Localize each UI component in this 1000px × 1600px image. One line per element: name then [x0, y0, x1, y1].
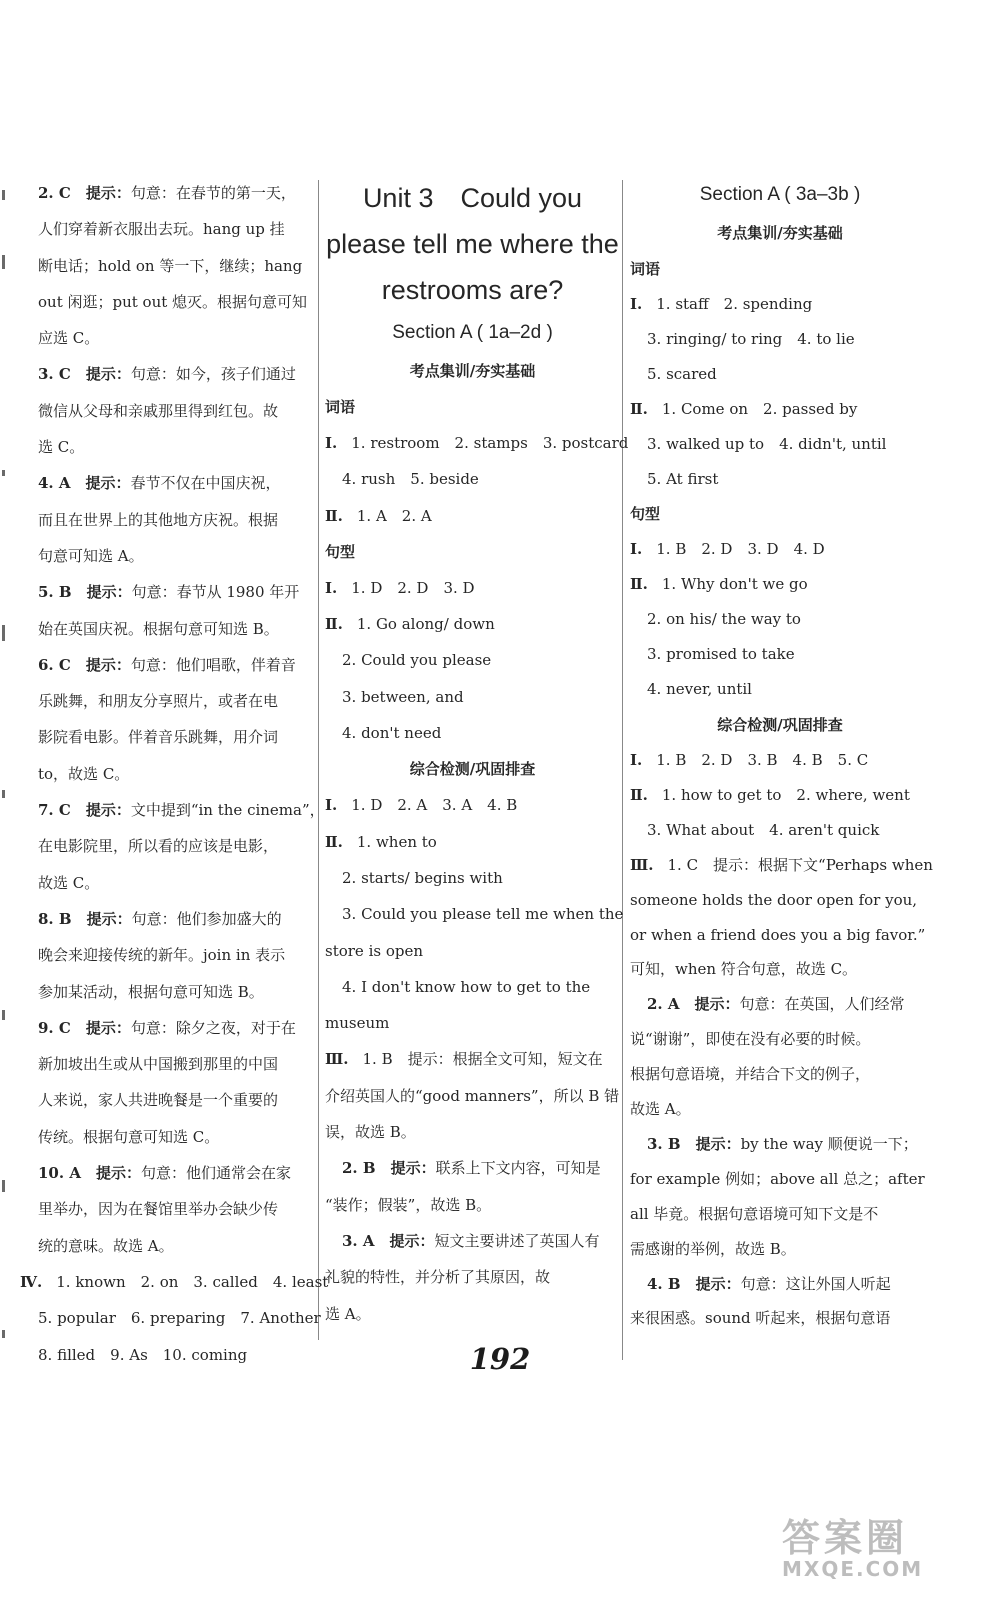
- answer-line: 3. Could you please tell me when the: [342, 905, 624, 924]
- answer-line: 8. filled 9. As 10. coming: [38, 1345, 248, 1364]
- unit-title: restrooms are?: [381, 275, 564, 305]
- answer-column-3: [630, 175, 933, 1336]
- hint-text: 句意：如今，孩子们通过: [130, 365, 296, 384]
- answer-text: 1. C 提示：根据下文“Perhaps when: [667, 855, 933, 874]
- answer-line: 新加坡出生或从中国搬到那里的中国: [38, 1055, 279, 1074]
- answer-text: 1. B 2. D 3. D 4. D: [656, 540, 825, 559]
- answer-line: 里举办，因为在餐馆里举办会缺少传: [38, 1200, 279, 1219]
- answer-row: [630, 532, 930, 567]
- answer-line: 人来说，家人共进晚餐是一个重要的: [38, 1091, 279, 1110]
- answer-key: 2. B: [342, 1159, 391, 1178]
- answer-text: 1. B 提示：根据全文可知，短文在: [362, 1050, 603, 1069]
- sub-heading: 综合检测/巩固排查: [409, 760, 536, 779]
- answer-line: [38, 901, 310, 937]
- section-label: Ⅲ.: [630, 855, 654, 874]
- answer-line: [38, 356, 310, 392]
- answer-row: [325, 787, 620, 823]
- answer-key: 4. A: [38, 474, 86, 493]
- section-label: Ⅱ.: [630, 785, 648, 804]
- answer-line: 介绍英国人的“good manners”，所以 B 错: [325, 1086, 620, 1105]
- watermark-text-en: MXQE.COM: [782, 1557, 924, 1581]
- hint-text: by the way 顺便说一下；: [740, 1134, 918, 1153]
- answer-line: someone holds the door open for you,: [630, 890, 918, 909]
- category-heading: 句型: [630, 505, 661, 524]
- answer-text: 1. D 2. A 3. A 4. B: [351, 796, 518, 815]
- section-label: Ⅲ.: [325, 1050, 349, 1069]
- hint-marker: 提示：: [95, 1164, 141, 1183]
- unit-title: Unit 3 Could you: [362, 183, 583, 213]
- answer-row: [630, 848, 933, 883]
- answer-line: [630, 1127, 930, 1162]
- answer-line: to，故选 C。: [38, 764, 130, 783]
- answer-key: 4. B: [647, 1274, 696, 1293]
- answer-line: all 毕竟。根据句意语境可知下文是不: [630, 1204, 879, 1223]
- answer-line: 选 A。: [325, 1304, 371, 1323]
- answer-row: [630, 287, 930, 322]
- answer-line: [38, 175, 310, 211]
- answer-line: museum: [325, 1014, 390, 1033]
- answer-key: 2. C: [38, 184, 86, 202]
- answer-line: [38, 574, 310, 610]
- answer-line: 统的意味。故选 A。: [38, 1236, 174, 1255]
- answer-line: 需感谢的举例，故选 B。: [630, 1239, 796, 1258]
- hint-marker: 提示：: [390, 1159, 436, 1178]
- answer-line: 说“谢谢”，即使在没有必要的时候。: [630, 1030, 871, 1049]
- answer-line: 故选 A。: [630, 1100, 691, 1119]
- answer-line: [630, 987, 930, 1022]
- answer-line: 4. don't need: [342, 724, 442, 743]
- section-label: Ⅰ.: [325, 796, 338, 815]
- watermark-text-cn: 答案圈: [782, 1516, 909, 1560]
- section-label: Ⅰ.: [630, 750, 643, 769]
- section-label: Ⅱ.: [325, 506, 343, 525]
- answer-line: 3. promised to take: [647, 645, 795, 664]
- answer-text: 1. staff 2. spending: [656, 295, 813, 313]
- answer-line: [325, 1150, 620, 1186]
- answer-text: 1. restroom 2. stamps 3. postcard: [351, 434, 629, 452]
- answer-line: store is open: [325, 941, 424, 960]
- hint-text: 短文主要讲述了英国人有: [434, 1231, 600, 1250]
- answer-line: 2. Could you please: [342, 651, 492, 670]
- answer-line: 误，故选 B。: [325, 1123, 416, 1142]
- answer-line: 始在英国庆祝。根据句意可知选 B。: [38, 619, 279, 638]
- answer-line: 人们穿着新衣服出去玩。hang up 挂: [38, 220, 285, 239]
- section-label: Ⅳ.: [20, 1272, 43, 1291]
- answer-key: 3. C: [38, 365, 86, 384]
- hint-text: 文中提到“in the cinema”，: [130, 801, 325, 820]
- hint-text: 联系上下文内容，可知是: [435, 1159, 601, 1178]
- answer-line: or when a friend does you a big favor.”: [630, 925, 926, 944]
- answer-text: 1. known 2. on 3. called 4. least: [56, 1272, 329, 1291]
- answer-line: 5. At first: [647, 469, 719, 488]
- column-divider-left: [318, 180, 319, 1340]
- sub-heading: 综合检测/巩固排查: [717, 715, 843, 734]
- answer-row: [325, 606, 620, 642]
- hint-marker: 提示：: [85, 474, 131, 493]
- hint-marker: 提示：: [695, 1274, 741, 1293]
- answer-text: 1. Come on 2. passed by: [661, 399, 858, 418]
- section-title: Section A ( 3a–3b ): [699, 184, 861, 205]
- category-heading: 句型: [325, 542, 356, 561]
- section-label: Ⅱ.: [630, 575, 648, 594]
- answer-line: 句意可知选 A。: [38, 546, 144, 565]
- section-label: Ⅱ.: [630, 399, 648, 418]
- unit-title: please tell me where the: [326, 229, 619, 259]
- answer-line: 2. starts/ begins with: [342, 868, 503, 887]
- answer-line: [630, 1267, 930, 1302]
- hint-text: 句意：除夕之夜，对于在: [130, 1018, 296, 1037]
- page-number: 192: [469, 1342, 531, 1376]
- answer-line: [38, 1010, 310, 1046]
- watermark-logo: [782, 1516, 972, 1581]
- answer-line: 4. I don't know how to get to the: [342, 977, 591, 996]
- answer-text: 1. when to: [356, 832, 437, 851]
- answer-line: 2. on his/ the way to: [647, 610, 801, 629]
- answer-line: [325, 1223, 620, 1259]
- hint-marker: 提示：: [694, 995, 740, 1014]
- answer-line: 在电影院里，所以看的应该是电影，: [38, 837, 279, 856]
- hint-marker: 提示：: [86, 909, 132, 928]
- section-label: Ⅰ.: [325, 434, 338, 452]
- hint-text: 句意：春节从 1980 年开: [131, 583, 300, 602]
- column-divider-right: [622, 180, 623, 1360]
- answer-line: 4. rush 5. beside: [342, 470, 479, 489]
- answer-text: 1. Go along/ down: [356, 615, 495, 634]
- answer-line: 5. scared: [647, 364, 717, 383]
- section-iv-row: [20, 1264, 329, 1300]
- answer-line: 3. ringing/ to ring 4. to lie: [647, 329, 855, 348]
- answer-line: 来很困惑。sound 听起来，根据句意语: [630, 1309, 891, 1328]
- answer-text: 1. how to get to 2. where, went: [661, 785, 910, 804]
- answer-key: 7. C: [38, 801, 86, 820]
- hint-marker: 提示：: [86, 583, 132, 602]
- answer-row: [325, 498, 620, 534]
- hint-text: 句意：他们唱歌，伴着音: [130, 655, 296, 674]
- answer-text: 1. A 2. A: [356, 506, 432, 525]
- hint-marker: 提示：: [85, 184, 131, 202]
- answer-row: [325, 425, 629, 461]
- answer-row: [325, 1041, 620, 1077]
- answer-line: 影院看电影。伴着音乐跳舞，用介词: [38, 728, 279, 747]
- hint-marker: 提示：: [85, 655, 131, 674]
- section-label: Ⅰ.: [630, 295, 643, 313]
- answer-row: [325, 824, 620, 860]
- answer-line: 断电话；hold on 等一下，继续；hang: [38, 256, 303, 275]
- answer-row: [325, 570, 620, 606]
- hint-text: 句意：他们参加盛大的: [131, 909, 282, 928]
- answer-column-2: [325, 175, 629, 1332]
- answer-line: out 闲逛；put out 熄灭。根据句意可知: [38, 292, 308, 311]
- hint-marker: 提示：: [389, 1231, 435, 1250]
- answer-line: [38, 792, 325, 828]
- hint-text: 句意：这让外国人听起: [740, 1274, 891, 1293]
- section-label: Ⅰ.: [325, 578, 338, 597]
- answer-text: 1. B 2. D 3. B 4. B 5. C: [656, 750, 869, 769]
- answer-key: 9. C: [38, 1018, 86, 1037]
- answer-row: [630, 392, 930, 427]
- answer-line: 5. popular 6. preparing 7. Another: [38, 1309, 321, 1328]
- section-title: Section A ( 1a–2d ): [392, 322, 553, 343]
- page-edge-marks: [0, 170, 10, 1370]
- answer-line: 可知，when 符合句意，故选 C。: [630, 960, 858, 979]
- answer-key: 3. A: [342, 1231, 390, 1250]
- answer-row: [630, 743, 930, 778]
- section-label: Ⅱ.: [325, 615, 343, 634]
- answer-line: 故选 C。: [38, 873, 100, 892]
- hint-text: 句意：他们通常会在家: [140, 1164, 291, 1183]
- section-label: Ⅱ.: [325, 832, 343, 851]
- answer-line: 应选 C。: [38, 329, 100, 348]
- hint-text: 句意：在英国，人们经常: [739, 995, 905, 1014]
- hint-marker: 提示：: [695, 1134, 741, 1153]
- sub-heading: 考点集训/夯实基础: [717, 224, 843, 242]
- answer-line: for example 例如；above all 总之；after: [630, 1169, 925, 1188]
- answer-line: [38, 1155, 310, 1191]
- answer-line: 3. What about 4. aren't quick: [647, 820, 880, 839]
- answer-row: [630, 567, 930, 602]
- sub-heading: 考点集训/夯实基础: [409, 362, 536, 380]
- answer-key: 2. A: [647, 995, 695, 1014]
- answer-line: 根据句意语境，并结合下文的例子，: [630, 1065, 871, 1084]
- category-heading: 词语: [325, 398, 356, 416]
- answer-key: 8. B: [38, 909, 87, 928]
- answer-line: 而且在世界上的其他地方庆祝。根据: [38, 510, 279, 529]
- answer-line: 选 C。: [38, 438, 85, 457]
- answer-column-1: [20, 175, 329, 1373]
- answer-line: 4. never, until: [647, 680, 752, 699]
- answer-line: 晚会来迎接传统的新年。join in 表示: [38, 946, 286, 965]
- hint-marker: 提示：: [85, 801, 131, 820]
- answer-line: 3. between, and: [342, 687, 464, 706]
- answer-line: 3. walked up to 4. didn't, until: [647, 434, 887, 453]
- answer-key: 3. B: [647, 1134, 696, 1153]
- answer-line: 微信从父母和亲戚那里得到红包。故: [38, 401, 279, 420]
- answer-line: [38, 647, 310, 683]
- hint-marker: 提示：: [85, 1018, 131, 1037]
- answer-key: 10. A: [38, 1164, 96, 1183]
- answer-key: 5. B: [38, 583, 87, 602]
- hint-marker: 提示：: [85, 365, 131, 384]
- answer-row: [630, 778, 930, 813]
- answer-line: “装作；假装”，故选 B。: [325, 1195, 492, 1214]
- hint-text: 句意：在春节的第一天，: [130, 184, 296, 202]
- answer-line: 传统。根据句意可知选 C。: [38, 1127, 220, 1146]
- answer-line: [38, 465, 310, 501]
- answer-key: 6. C: [38, 655, 86, 674]
- answer-line: 参加某活动，根据句意可知选 B。: [38, 982, 264, 1001]
- answer-line: 礼貌的特性，并分析了其原因，故: [325, 1268, 551, 1287]
- answer-text: 1. D 2. D 3. D: [351, 578, 475, 597]
- hint-text: 春节不仅在中国庆祝，: [130, 474, 281, 493]
- section-label: Ⅰ.: [630, 540, 643, 559]
- answer-line: 乐跳舞，和朋友分享照片，或者在电: [38, 692, 279, 711]
- answer-text: 1. Why don't we go: [661, 575, 808, 594]
- category-heading: 词语: [630, 260, 661, 278]
